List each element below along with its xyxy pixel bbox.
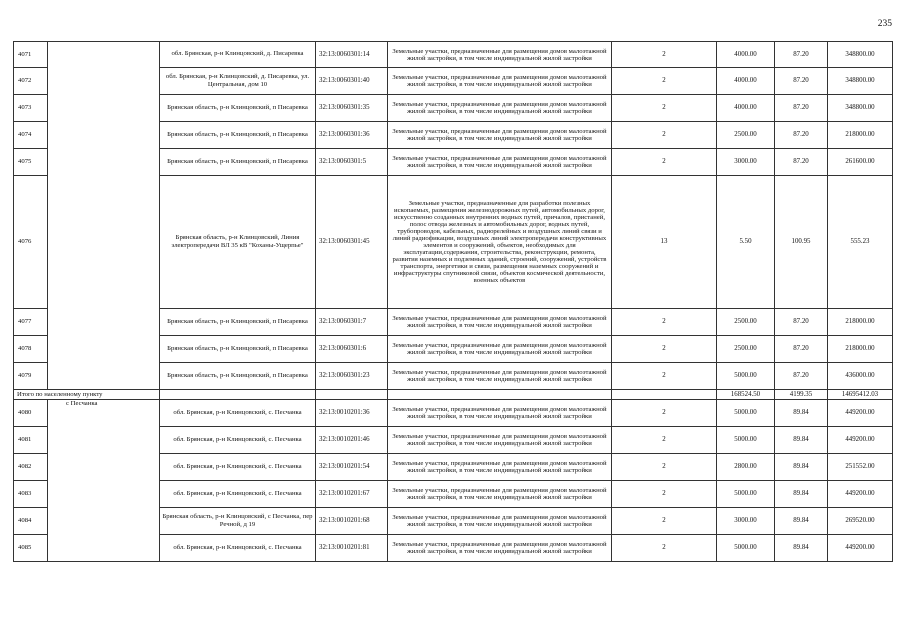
- cadastral-value-cell: 348800.00: [828, 95, 893, 122]
- cadastral-value-cell: 269520.00: [828, 508, 893, 535]
- area-cell: 5000.00: [717, 400, 775, 427]
- cadastral-number-cell: 32:13:0060301:23: [316, 363, 388, 390]
- cadastral-register-table: [13, 41, 893, 562]
- cadastral-value-cell: 555.23: [828, 176, 893, 309]
- table-row: [14, 42, 893, 68]
- land-use-cell: Земельные участки, предназначенные для размещения домов малоэтажной жилой застройки, в том числе индивидуальной жилой застройки: [388, 363, 612, 390]
- cadastral-number-cell: 32:13:0010201:67: [316, 481, 388, 508]
- land-type-code-cell: 2: [612, 149, 717, 176]
- specific-value-cell: 89.84: [775, 535, 828, 562]
- subtotal-area: 168524.50: [717, 390, 775, 400]
- cadastral-number-cell: 32:13:0060301:45: [316, 176, 388, 309]
- land-type-code-cell: 2: [612, 400, 717, 427]
- specific-value-cell: 87.20: [775, 95, 828, 122]
- specific-value-cell: 87.20: [775, 68, 828, 95]
- cadastral-number-cell: 32:13:0060301:6: [316, 336, 388, 363]
- land-use-cell: Земельные участки, предназначенные для размещения домов малоэтажной жилой застройки, в том числе индивидуальной жилой застройки: [388, 149, 612, 176]
- area-cell: 4000.00: [717, 95, 775, 122]
- land-use-cell: Земельные участки, предназначенные для размещения домов малоэтажной жилой застройки, в том числе индивидуальной жилой застройки: [388, 535, 612, 562]
- row-number-cell: 4084: [14, 508, 48, 535]
- land-type-code-cell: 2: [612, 68, 717, 95]
- cadastral-value-cell: 218000.00: [828, 122, 893, 149]
- land-use-cell: Земельные участки, предназначенные для размещения домов малоэтажной жилой застройки, в том числе индивидуальной жилой застройки: [388, 309, 612, 336]
- address-cell: обл. Брянская, р-н Клинцовский, с. Песчанка: [160, 481, 316, 508]
- row-number-cell: 4085: [14, 535, 48, 562]
- land-type-code-cell: 2: [612, 363, 717, 390]
- cadastral-value-cell: 436000.00: [828, 363, 893, 390]
- area-cell: 5000.00: [717, 535, 775, 562]
- land-type-code-cell: 2: [612, 336, 717, 363]
- land-use-cell: Земельные участки, предназначенные для размещения домов малоэтажной жилой застройки, в том числе индивидуальной жилой застройки: [388, 336, 612, 363]
- land-type-code-cell: 2: [612, 508, 717, 535]
- cadastral-value-cell: 218000.00: [828, 336, 893, 363]
- cadastral-value-cell: 348800.00: [828, 42, 893, 68]
- row-number-cell: 4081: [14, 427, 48, 454]
- address-cell: обл. Брянская, р-н Клинцовский, д. Писаревка, ул. Центральная, дом 10: [160, 68, 316, 95]
- specific-value-cell: 87.20: [775, 309, 828, 336]
- area-cell: 5000.00: [717, 363, 775, 390]
- land-type-code-cell: 2: [612, 454, 717, 481]
- specific-value-cell: 89.84: [775, 400, 828, 427]
- row-number-cell: 4072: [14, 68, 48, 95]
- cadastral-number-cell: 32:13:0060301:40: [316, 68, 388, 95]
- land-use-cell: Земельные участки, предназначенные для размещения домов малоэтажной жилой застройки, в том числе индивидуальной жилой застройки: [388, 508, 612, 535]
- area-cell: 3000.00: [717, 149, 775, 176]
- row-number-cell: 4075: [14, 149, 48, 176]
- specific-value-cell: 89.84: [775, 481, 828, 508]
- cadastral-value-cell: 261600.00: [828, 149, 893, 176]
- address-cell: Брянская область, р-н Клинцовский, п Писаревка: [160, 95, 316, 122]
- specific-value-cell: 87.20: [775, 42, 828, 68]
- land-use-cell: Земельные участки, предназначенные для размещения домов малоэтажной жилой застройки, в том числе индивидуальной жилой застройки: [388, 427, 612, 454]
- land-use-cell: Земельные участки, предназначенные для разработки полезных ископаемых, размещения железнодорожных путей, автомобильных дорог, искусственно созданных внутренних водных путей, причалов, пристаней, полос отвода железных и автомобильных дорог, водных путей, трубопроводов, кабельных, радиорелейных и воздушных линий связи и линий радиофикации, воздушных линий электропередачи конструктивных элементов и сооружений, объектов, необходимых для эксплуатации,содержания, строительства, реконструкции, ремонта, развития наземных и подземных зданий, строений, сооружений, устройств транспорта, энергетики и связи, размещения наземных сооружений и инфраструктуры спутниковой связи, объектов космической деятельности, военных объектов: [388, 176, 612, 309]
- register-body: [14, 42, 893, 562]
- settlement-name-cell: [48, 42, 160, 390]
- row-number-cell: 4071: [14, 42, 48, 68]
- cadastral-number-cell: 32:13:0010201:46: [316, 427, 388, 454]
- address-cell: Брянская область, р-н Клинцовский, п Писаревка: [160, 122, 316, 149]
- cadastral-value-cell: 449200.00: [828, 400, 893, 427]
- specific-value-cell: 89.84: [775, 508, 828, 535]
- subtotal-row: [14, 390, 893, 400]
- area-cell: 2500.00: [717, 122, 775, 149]
- row-number-cell: 4079: [14, 363, 48, 390]
- address-cell: Брянская область, р-н Клинцовский, п Писаревка: [160, 149, 316, 176]
- row-number-cell: 4080: [14, 400, 48, 427]
- specific-value-cell: 87.20: [775, 336, 828, 363]
- land-type-code-cell: 2: [612, 42, 717, 68]
- empty-cell: [316, 390, 388, 400]
- address-cell: Брянская область, р-н Клинцовский, п Писаревка: [160, 309, 316, 336]
- area-cell: 3000.00: [717, 508, 775, 535]
- land-use-cell: Земельные участки, предназначенные для размещения домов малоэтажной жилой застройки, в том числе индивидуальной жилой застройки: [388, 122, 612, 149]
- table-row: [14, 400, 893, 427]
- address-cell: Брянская область, р-н Клинцовский, с Песчанка, пер Речной, д 19: [160, 508, 316, 535]
- specific-value-cell: 89.84: [775, 454, 828, 481]
- cadastral-value-cell: 348800.00: [828, 68, 893, 95]
- land-type-code-cell: 13: [612, 176, 717, 309]
- address-cell: обл. Брянская, р-н Клинцовский, с. Песчанка: [160, 535, 316, 562]
- cadastral-number-cell: 32:13:0010201:36: [316, 400, 388, 427]
- empty-cell: [612, 390, 717, 400]
- land-use-cell: Земельные участки, предназначенные для размещения домов малоэтажной жилой застройки, в том числе индивидуальной жилой застройки: [388, 400, 612, 427]
- address-cell: Брянская область, р-н Клинцовский, п Писаревка: [160, 363, 316, 390]
- subtotal-rate: 4199.35: [775, 390, 828, 400]
- settlement-name-cell: с Песчанка: [48, 400, 160, 562]
- area-cell: 4000.00: [717, 42, 775, 68]
- land-use-cell: Земельные участки, предназначенные для размещения домов малоэтажной жилой застройки, в том числе индивидуальной жилой застройки: [388, 454, 612, 481]
- area-cell: 5.50: [717, 176, 775, 309]
- land-type-code-cell: 2: [612, 535, 717, 562]
- land-use-cell: Земельные участки, предназначенные для размещения домов малоэтажной жилой застройки, в том числе индивидуальной жилой застройки: [388, 42, 612, 68]
- specific-value-cell: 87.20: [775, 122, 828, 149]
- address-cell: обл. Брянская, р-н Клинцовский, с. Песчанка: [160, 427, 316, 454]
- specific-value-cell: 87.20: [775, 149, 828, 176]
- address-cell: Брянская область, р-н Клинцовский, Линия электропередачи ВЛ 35 кВ "Коханы-Ущерпье": [160, 176, 316, 309]
- area-cell: 5000.00: [717, 481, 775, 508]
- row-number-cell: 4073: [14, 95, 48, 122]
- address-cell: обл. Брянская, р-н Клинцовский, с. Песчанка: [160, 400, 316, 427]
- row-number-cell: 4082: [14, 454, 48, 481]
- area-cell: 2500.00: [717, 336, 775, 363]
- row-number-cell: 4083: [14, 481, 48, 508]
- cadastral-number-cell: 32:13:0060301:35: [316, 95, 388, 122]
- row-number-cell: 4077: [14, 309, 48, 336]
- cadastral-value-cell: 449200.00: [828, 427, 893, 454]
- land-use-cell: Земельные участки, предназначенные для размещения домов малоэтажной жилой застройки, в том числе индивидуальной жилой застройки: [388, 481, 612, 508]
- specific-value-cell: 100.95: [775, 176, 828, 309]
- cadastral-number-cell: 32:13:0010201:54: [316, 454, 388, 481]
- cadastral-value-cell: 449200.00: [828, 481, 893, 508]
- specific-value-cell: 87.20: [775, 363, 828, 390]
- row-number-cell: 4076: [14, 176, 48, 309]
- cadastral-number-cell: 32:13:0060301:36: [316, 122, 388, 149]
- cadastral-value-cell: 251552.00: [828, 454, 893, 481]
- land-type-code-cell: 2: [612, 309, 717, 336]
- land-use-cell: Земельные участки, предназначенные для размещения домов малоэтажной жилой застройки, в том числе индивидуальной жилой застройки: [388, 68, 612, 95]
- area-cell: 5000.00: [717, 427, 775, 454]
- land-type-code-cell: 2: [612, 95, 717, 122]
- cadastral-number-cell: 32:13:0060301:5: [316, 149, 388, 176]
- area-cell: 2800.00: [717, 454, 775, 481]
- land-type-code-cell: 2: [612, 122, 717, 149]
- cadastral-value-cell: 218000.00: [828, 309, 893, 336]
- address-cell: обл. Брянская, р-н Клинцовский, с. Песчанка: [160, 454, 316, 481]
- empty-cell: [388, 390, 612, 400]
- subtotal-value: 14695412.03: [828, 390, 893, 400]
- cadastral-number-cell: 32:13:0060301:7: [316, 309, 388, 336]
- row-number-cell: 4078: [14, 336, 48, 363]
- subtotal-label: Итого по населенному пункту: [14, 390, 160, 400]
- cadastral-number-cell: 32:13:0010201:68: [316, 508, 388, 535]
- empty-cell: [160, 390, 316, 400]
- land-type-code-cell: 2: [612, 481, 717, 508]
- address-cell: обл. Брянская, р-н Клинцовский, д. Писаревка: [160, 42, 316, 68]
- cadastral-number-cell: 32:13:0010201:81: [316, 535, 388, 562]
- row-number-cell: 4074: [14, 122, 48, 149]
- land-use-cell: Земельные участки, предназначенные для размещения домов малоэтажной жилой застройки, в том числе индивидуальной жилой застройки: [388, 95, 612, 122]
- area-cell: 4000.00: [717, 68, 775, 95]
- area-cell: 2500.00: [717, 309, 775, 336]
- specific-value-cell: 89.84: [775, 427, 828, 454]
- page-number: 235: [877, 19, 892, 29]
- address-cell: Брянская область, р-н Клинцовский, п Писаревка: [160, 336, 316, 363]
- land-type-code-cell: 2: [612, 427, 717, 454]
- cadastral-value-cell: 449200.00: [828, 535, 893, 562]
- cadastral-number-cell: 32:13:0060301:14: [316, 42, 388, 68]
